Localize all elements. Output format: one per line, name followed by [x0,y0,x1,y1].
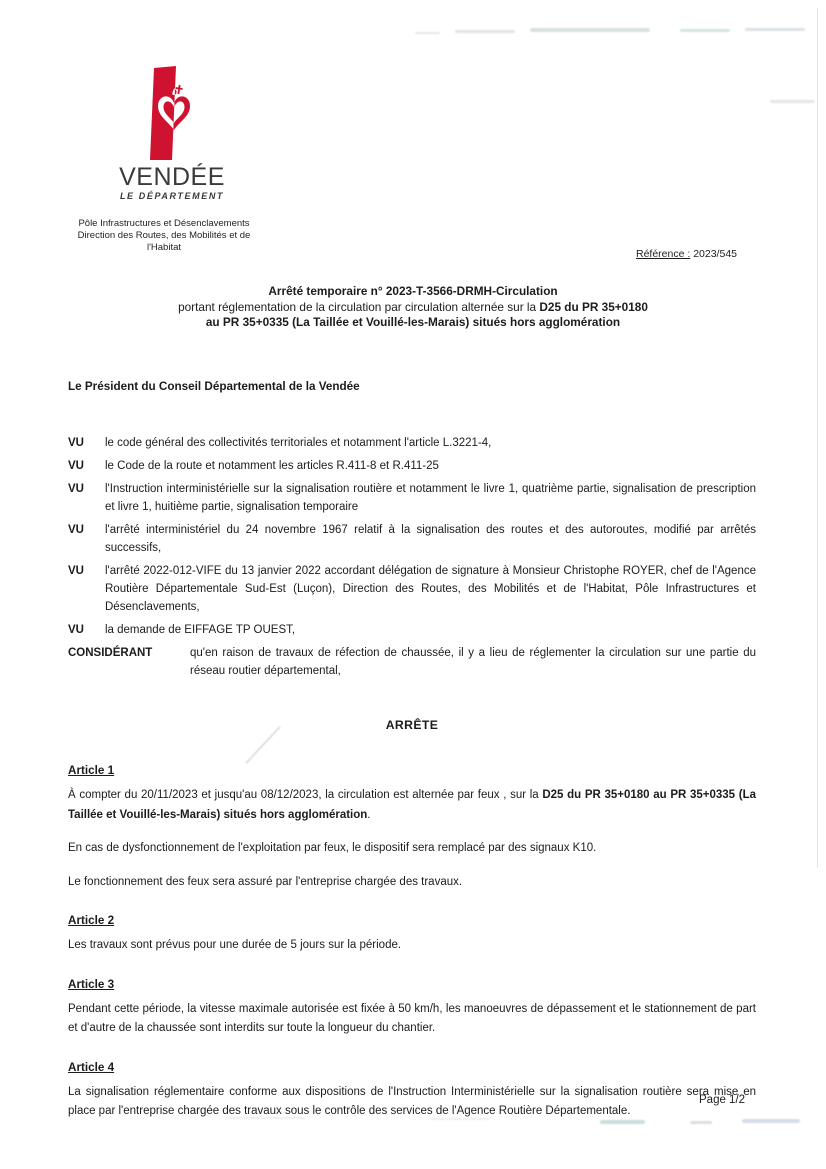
vendee-double-heart-icon [136,66,208,162]
recitals [68,434,756,680]
recital-text: qu'en raison de travaux de réfection de chaussée, il y a lieu de réglementer la circulation sur une partie du réseau routier départemental, [190,647,756,677]
article-3 [68,978,756,1039]
scan-artifact [680,29,730,32]
recital-text: le Code de la route et notamment les articles R.411-8 et R.411-25 [105,460,439,472]
document-body [68,380,756,1122]
recital-label: VU [68,460,84,472]
title-line-2 [64,300,762,316]
recital-text: la demande de EIFFAGE TP OUEST, [105,624,296,636]
reference-value: 2023/545 [693,248,737,260]
article-1-heading: Article 1 [68,764,115,777]
recital-vu-4 [68,521,756,557]
article-1-p1-bold: D25 du PR 35+0180 au PR 35+0335 (La Taillée et Vouillé-les-Marais) situés hors agglomération [68,789,756,821]
decree-heading: ARRÊTE [385,718,439,732]
article-3-paragraph-1: Pendant cette période, la vitesse maximale autorisée est fixée à 50 km/h, les manoeuvres de dépassement et le stationnement de part et d'autre de la chaussée sont interdits sur toute la longueur du chantier. [68,1002,756,1034]
article-1-p1-normal: À compter du 20/11/2023 et jusqu'au 08/12/2023, la circulation est alternée par feux , sur la [68,789,543,801]
scan-artifact [455,30,515,33]
department-line-1: Pôle Infrastructures et Désenclavements [78,218,250,229]
logo-subtitle: LE DÉPARTEMENT [119,191,225,201]
department-block [52,218,276,254]
recital-label: VU [68,624,84,636]
department-line-2: Direction des Routes, des Mobilités et de [77,230,251,241]
article-1-p1-end: . [367,808,371,821]
article-1-paragraph-3: Le fonctionnement des feux sera assuré par l'entreprise chargée des travaux. [68,875,463,888]
scan-edge-line [817,8,818,868]
scan-artifact [415,32,440,34]
article-2-paragraph-1: Les travaux sont prévus pour une durée de 5 jours sur la période. [68,939,402,951]
scan-artifact [745,28,805,31]
recital-label: VU [68,483,84,495]
reference-label: Référence : [636,248,691,260]
recital-vu-3 [68,480,756,516]
article-1-paragraph-1 [68,786,756,825]
recital-vu-5 [68,562,756,616]
recital-vu-2 [68,457,756,475]
document-title [64,284,762,331]
vendee-logo [116,66,228,201]
recital-text: le code général des collectivités territoriales et notamment l'article L.3221-4, [105,437,492,449]
recital-text: l'arrêté 2022-012-VIFE du 13 janvier 2022 accordant délégation de signature à Monsieur Christophe ROYER, chef de l'Agence Routière Départementale Sud-Est (Luçon), Direction des Routes, des Mobilités et de l'Habitat, Pôle Infrastructures et Désenclavements, [105,565,756,613]
scan-artifact [770,100,815,103]
recital-considerant [68,644,756,680]
title-line-1: Arrêté temporaire n° 2023-T-3566-DRMH-Circulation [268,284,558,298]
recital-label: CONSIDÉRANT [68,647,153,659]
article-3-heading: Article 3 [68,977,115,991]
title-line-3: au PR 35+0335 (La Taillée et Vouillé-les-Marais) situés hors agglomération [205,315,621,329]
recital-vu-1 [68,434,756,452]
recital-label: VU [68,437,84,449]
recital-label: VU [68,565,84,577]
recital-vu-6 [68,621,756,639]
article-4-paragraph-1: La signalisation réglementaire conforme aux dispositions de l'Instruction Interministérielle sur la signalisation routière sera mise en place par l'entreprise chargée des travaux sous le contrôle des services de l'Agence Routière Départementale. [68,1085,756,1117]
recital-text: l'arrêté interministériel du 24 novembre 1967 relatif à la signalisation des routes et des autoroutes, modifié par arrêtés successifs, [105,524,756,554]
title-line-2-normal: portant réglementation de la circulation par circulation alternée sur la [178,299,540,314]
recital-text: l'Instruction interministérielle sur la signalisation routière et notamment le livre 1, quatrième partie, signalisation de prescription et livre 1, huitième partie, signalisation temporaire [105,483,756,513]
department-line-3: l'Habitat [146,242,182,253]
article-1 [68,764,756,892]
scan-artifact [530,28,650,32]
article-4-heading: Article 4 [68,1060,115,1074]
article-4 [68,1061,756,1122]
reference [636,248,737,260]
article-2-heading: Article 2 [68,914,115,927]
article-2 [68,914,756,956]
recital-label: VU [68,524,84,536]
logo-wordmark: VENDÉE [119,163,225,191]
page-number: Page 1/2 [699,1094,746,1106]
opening-statement: Le Président du Conseil Départemental de la Vendée [68,380,360,393]
article-1-paragraph-2: En cas de dysfonctionnement de l'exploitation par feux, le dispositif sera remplacé par des signaux K10. [68,842,597,854]
title-line-2-bold: D25 du PR 35+0180 [539,299,648,314]
